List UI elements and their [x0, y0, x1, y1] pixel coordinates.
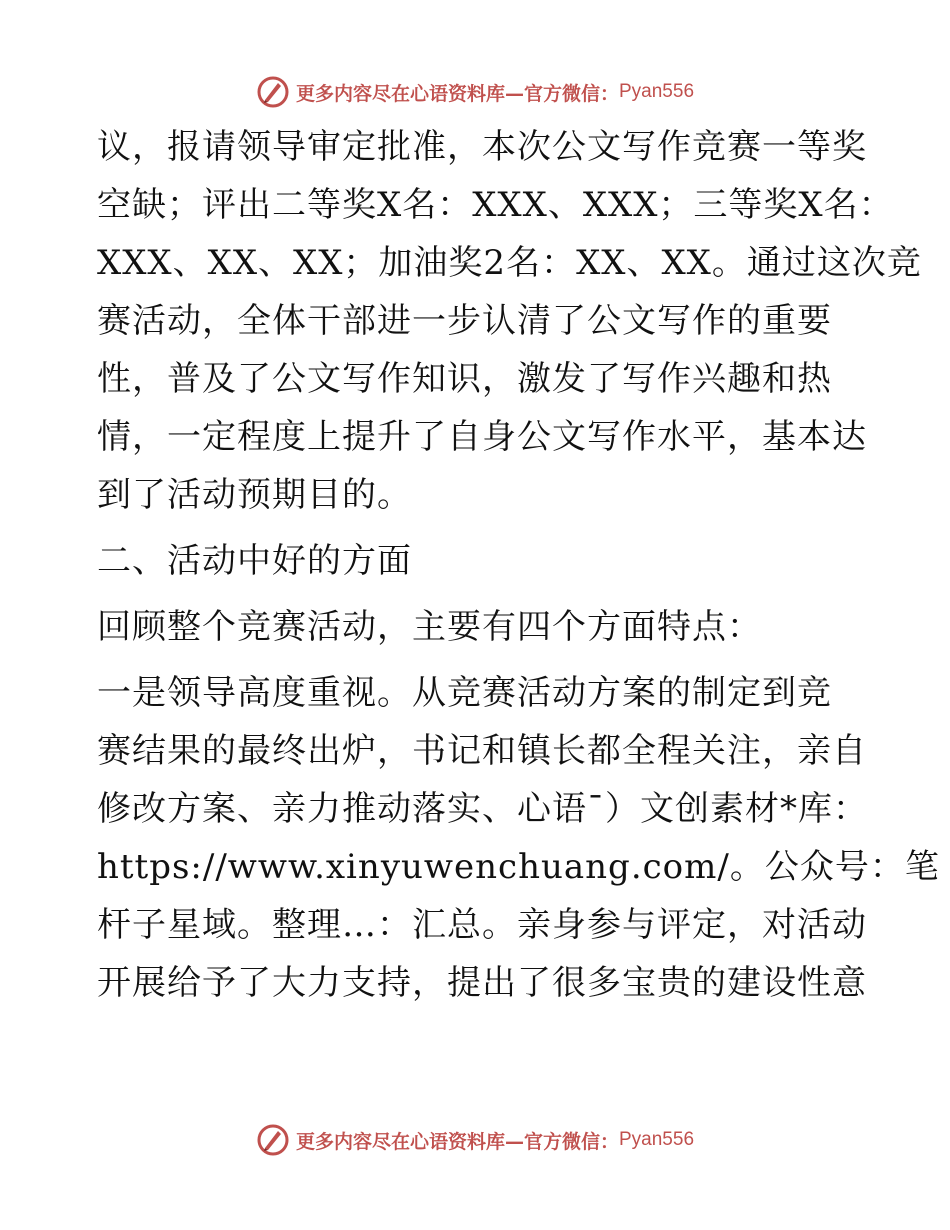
body-line: 开展给予了大力支持，提出了很多宝贵的建设性意	[97, 963, 867, 1003]
body-line: 回顾整个竞赛活动，主要有四个方面特点：	[97, 607, 762, 647]
footer-banner	[0, 1120, 950, 1160]
body-line: 到了活动预期目的。	[97, 475, 412, 515]
body-line: XXX、XX、XX；加油奖2名：XX、XX。通过这次竞	[97, 243, 922, 283]
body-line: 杆子星域。整理…：汇总。亲身参与评定，对活动	[97, 905, 867, 945]
header-banner-text: 更多内容尽在心语资料库—官方微信：	[295, 82, 619, 105]
body-line: 空缺；评出二等奖X名：XXX、XXX；三等奖X名：	[97, 185, 894, 225]
header-wechat-id: Pyan556	[619, 81, 695, 102]
quill-pen-logo-icon	[256, 75, 290, 109]
quill-pen-logo-icon	[256, 1123, 290, 1157]
body-line: 赛结果的最终出炉，书记和镇长都全程关注，亲自	[97, 731, 867, 771]
body-line: 性，普及了公文写作知识，激发了写作兴趣和热	[97, 359, 832, 399]
footer-banner-text: 更多内容尽在心语资料库—官方微信：	[295, 1130, 619, 1153]
footer-wechat-id: Pyan556	[619, 1129, 695, 1150]
header-banner	[0, 72, 950, 112]
body-line: https://www.xinyuwenchuang.com/。公众号：笔	[97, 847, 940, 887]
body-line: 赛活动，全体干部进一步认清了公文写作的重要	[97, 301, 832, 341]
body-line: 情，一定程度上提升了自身公文写作水平，基本达	[97, 417, 867, 457]
body-line: 一是领导高度重视。从竞赛活动方案的制定到竞	[97, 673, 832, 713]
body-line: 议，报请领导审定批准，本次公文写作竞赛一等奖	[97, 127, 867, 167]
document-body	[97, 118, 940, 1012]
section-heading: 二、活动中好的方面	[97, 541, 412, 581]
body-line: 修改方案、亲力推动落实、心语¯）文创素材*库：	[97, 789, 868, 829]
